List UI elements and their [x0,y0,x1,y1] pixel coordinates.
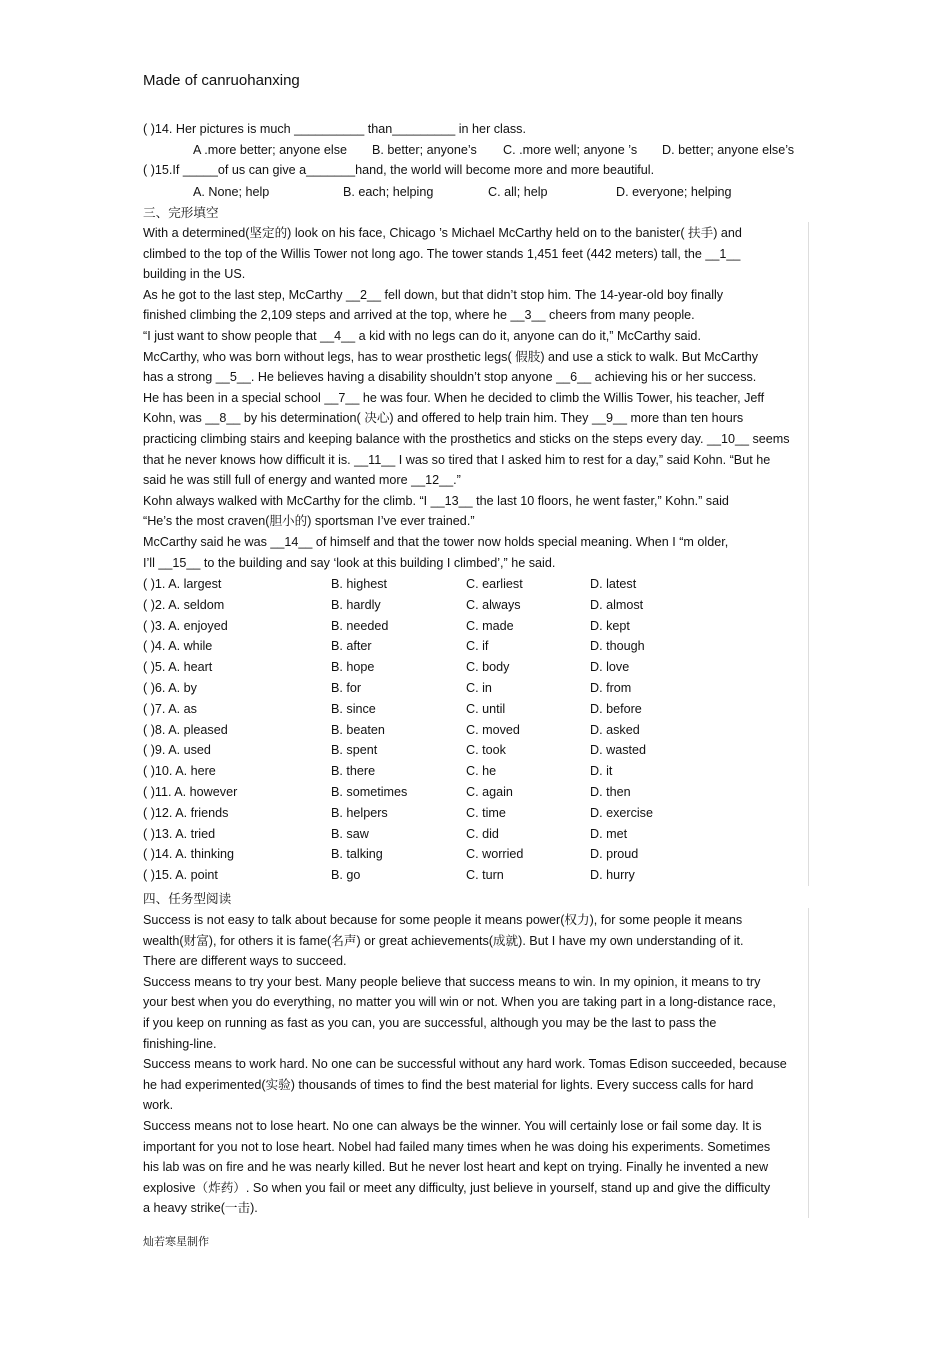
cloze-option-b: B. highest [331,577,388,591]
cloze-option-number-a: ( )14. A. thinking [143,847,235,862]
cloze-option-b: B. talking [331,847,383,862]
reading-line: work. [143,1098,174,1113]
cloze-option-number-a: ( )5. A. heart [143,660,213,675]
reading-line: he had experimented(实验) thousands of times to find the best material for lights. Every success calls for hard [143,1077,754,1092]
cloze-option-number-a: ( )1. A. largest [143,577,222,591]
reading-line: your best when you do everything, no matter you will win or not. When you are taking part in a long-distance race, [143,995,776,1010]
cloze-option-c: C. did [466,826,499,841]
question-14-option-d: D. better; anyone else’s [662,143,795,157]
cloze-option-c: C. if [466,639,489,654]
cloze-option-c: C. moved [466,722,520,737]
reading-line: Success means to try your best. Many people believe that success means to win. In my opinion, it means to try [143,974,761,989]
question-15-option-c: C. all; help [488,185,548,199]
cloze-option-d: D. kept [590,618,630,633]
question-15-option-b: B. each; helping [343,185,434,199]
question-14-stem: ( )14. Her pictures is much __________ than_________ in her class. [143,122,526,136]
cloze-line: practicing climbing stairs and keeping balance with the prosthetics and sticks on the steps every day. __10__ seems [143,431,790,446]
cloze-line: said he was still full of energy and wanted more __12__.” [143,473,461,488]
reading-line: important for you not to lose heart. Nobel had failed many times when he was doing his experiments. Sometimes [143,1139,771,1154]
cloze-option-number-a: ( )8. A. pleased [143,722,228,737]
cloze-option-c: C. time [466,805,506,820]
cloze-option-number-a: ( )4. A. while [143,639,213,654]
cloze-option-b: B. hope [331,660,375,675]
cloze-line: McCarthy, who was born without legs, has to wear prosthetic legs( 假肢) and use a stick to walk. But McCarthy [143,349,759,364]
cloze-option-d: D. latest [590,577,637,591]
cloze-option-number-a: ( )11. A. however [143,785,238,799]
cloze-option-d: D. proud [590,847,639,862]
cloze-option-d: D. though [590,639,645,654]
cloze-option-d: D. love [590,660,630,675]
cloze-option-number-a: ( )15. A. point [143,868,218,883]
reading-line: Success means to work hard. No one can be successful without any hard work. Tomas Edison succeeded, because [143,1057,787,1072]
cloze-option-c: C. body [466,660,510,675]
cloze-option-b: B. helpers [331,805,388,820]
cloze-option-b: B. needed [331,618,389,633]
reading-line: There are different ways to succeed. [143,954,347,969]
cloze-line: I’ll __15__ to the building and say ‘look at this building I climbed’,” he said. [143,555,556,570]
cloze-option-d: D. hurry [590,868,635,883]
cloze-option-b: B. hardly [331,597,381,612]
cloze-option-number-a: ( )12. A. friends [143,805,229,820]
cloze-line: finished climbing the 2,109 steps and arrived at the top, where he __3__ cheers from many people. [143,308,695,323]
question-14-option-b: B. better; anyone’s [372,143,477,157]
reading-line: wealth(财富), for others it is fame(名声) or great achievements(成就). But I have my own understanding of it. [143,933,744,948]
question-14-option-c: C. .more well; anyone ’s [503,143,638,157]
reading-line: his lab was on fire and he was nearly killed. But he never lost heart and kept on trying. Finally he invented a new [143,1160,769,1175]
cloze-option-d: D. it [590,764,613,779]
reading-line: a heavy strike(一击). [143,1201,258,1216]
cloze-option-b: B. saw [331,826,369,841]
cloze-option-number-a: ( )7. A. as [143,701,197,716]
cloze-option-c: C. took [466,743,506,758]
cloze-line: climbed to the top of the Willis Tower not long ago. The tower stands 1,451 feet (442 meters) tall, the __1__ [143,246,741,261]
cloze-option-b: B. there [331,764,376,779]
cloze-option-c: C. in [466,681,492,695]
cloze-line: “He’s the most craven(胆小的) sportsman I’ve ever trained.” [143,514,475,529]
reading-line: finishing-line. [143,1036,217,1051]
cloze-option-d: D. before [590,701,642,716]
cloze-option-b: B. sometimes [331,785,408,799]
cloze-option-number-a: ( )10. A. here [143,764,216,779]
cloze-option-number-a: ( )2. A. seldom [143,597,225,612]
cloze-option-c: C. until [466,701,506,716]
question-15-option-a: A. None; help [193,185,270,199]
reading-passage [143,910,807,1219]
cloze-line: With a determined(坚定的) look on his face, Chicago ’s Michael McCarthy held on to the banister( 扶手) and [143,226,742,240]
cloze-option-c: C. again [466,785,513,799]
section-4-title: 四、任务型阅读 [143,892,232,906]
cloze-option-c: C. turn [466,868,504,883]
cloze-option-d: D. then [590,785,631,799]
cloze-line: He has been in a special school __7__ he was four. When he decided to climb the Willis Tower, his teacher, Jeff [143,390,765,405]
cloze-option-c: C. worried [466,847,524,862]
cloze-option-b: B. spent [331,743,378,758]
page-footer: 灿若寒星制作 [143,1236,209,1248]
cloze-line: “I just want to show people that __4__ a kid with no legs can do it, anyone can do it,” McCarthy said. [143,328,701,343]
cloze-option-number-a: ( )3. A. enjoyed [143,618,228,633]
reading-line: explosive（炸药）. So when you fail or meet any difficulty, just believe in yourself, stand up and give the difficulty [143,1180,771,1195]
cloze-option-d: D. almost [590,597,644,612]
page-header: Made of canruohanxing [143,72,300,89]
cloze-option-d: D. from [590,681,632,695]
cloze-option-number-a: ( )13. A. tried [143,826,216,841]
cloze-option-d: D. wasted [590,743,646,758]
cloze-option-b: B. after [331,639,372,654]
cloze-option-d: D. exercise [590,805,653,820]
cloze-option-c: C. always [466,597,521,612]
cloze-option-b: B. beaten [331,722,385,737]
question-15-option-d: D. everyone; helping [616,185,732,199]
cloze-option-b: B. go [331,868,361,883]
cloze-option-b: B. since [331,701,376,716]
cloze-option-number-a: ( )6. A. by [143,681,197,695]
cloze-line: As he got to the last step, McCarthy __2__ fell down, but that didn’t stop him. The 14-year-old boy finally [143,287,724,302]
cloze-option-d: D. met [590,826,628,841]
cloze-option-c: C. earliest [466,577,523,591]
cloze-line: McCarthy said he was __14__ of himself and that the tower now holds special meaning. When I “m older, [143,534,729,549]
cloze-line: Kohn, was __8__ by his determination( 决心) and offered to help train him. They __9__ more than ten hours [143,411,744,426]
reading-line: Success is not easy to talk about because for some people it means power(权力), for some people it means [143,913,743,927]
cloze-line: that he never knows how difficult it is. __11__ I was so tired that I asked him to rest for a day,” said Kohn. “But he [143,452,771,467]
cloze-option-b: B. for [331,681,362,695]
reading-line: if you keep on running as fast as you can, you are successful, although you may be the last to pass the [143,1015,717,1030]
reading-line: Success means not to lose heart. No one can always be the winner. You will certainly lose or fail some day. It is [143,1118,762,1133]
cloze-option-number-a: ( )9. A. used [143,743,211,758]
cloze-line: Kohn always walked with McCarthy for the climb. “I __13__ the last 10 floors, he went faster,” Kohn.” said [143,493,729,508]
cloze-option-c: C. he [466,764,497,779]
cloze-option-d: D. asked [590,722,640,737]
question-15-stem: ( )15.If _____of us can give a_______hand, the world will become more and more beautiful. [143,163,655,177]
cloze-line: building in the US. [143,267,246,282]
cloze-passage [143,223,807,573]
section-3-title: 三、完形填空 [143,206,219,220]
cloze-option-c: C. made [466,618,514,633]
cloze-line: has a strong __5__. He believes having a disability shouldn’t stop anyone __6__ achieving his or her success. [143,370,757,385]
question-14-option-a: A .more better; anyone else [193,143,348,157]
